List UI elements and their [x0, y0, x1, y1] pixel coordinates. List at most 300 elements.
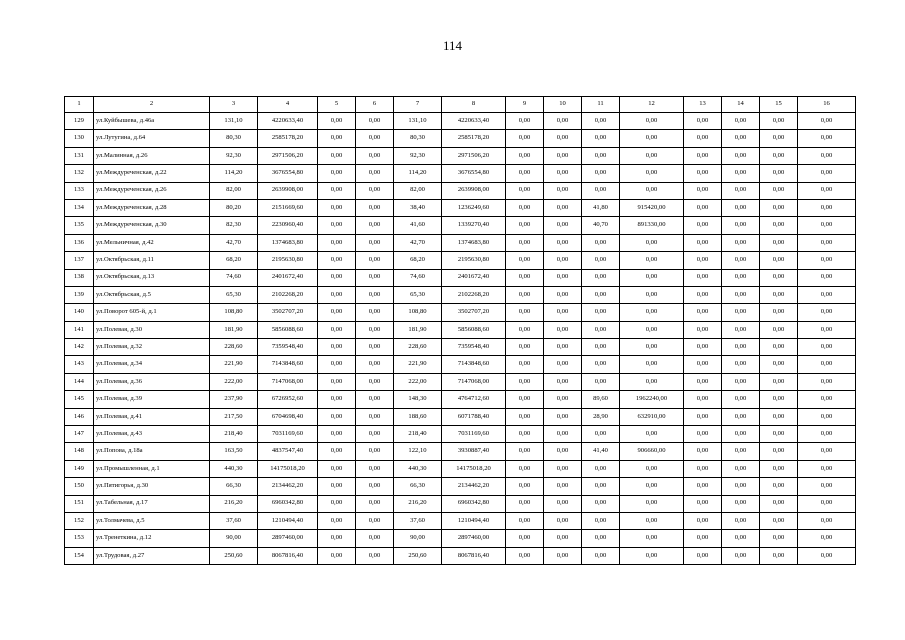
- value-cell: 0,00: [356, 217, 394, 234]
- table-row: [65, 426, 856, 443]
- value-cell: 0,00: [544, 478, 582, 495]
- value-cell: 0,00: [684, 443, 722, 460]
- value-cell: 0,00: [356, 495, 394, 512]
- table-row: [65, 512, 856, 529]
- value-cell: 0,00: [620, 165, 684, 182]
- value-cell: 7147068,00: [258, 373, 318, 390]
- value-cell: 0,00: [722, 512, 760, 529]
- value-cell: 6726952,60: [258, 391, 318, 408]
- row-number-cell: 139: [65, 286, 94, 303]
- value-cell: 0,00: [760, 391, 798, 408]
- value-cell: 0,00: [506, 234, 544, 251]
- table-row: [65, 147, 856, 164]
- value-cell: 0,00: [544, 130, 582, 147]
- value-cell: 5856088,60: [442, 321, 506, 338]
- value-cell: 0,00: [506, 199, 544, 216]
- value-cell: 2151669,60: [258, 199, 318, 216]
- table-header-row: [65, 97, 856, 113]
- value-cell: 1962240,00: [620, 391, 684, 408]
- value-cell: 66,30: [210, 478, 258, 495]
- value-cell: 0,00: [760, 130, 798, 147]
- value-cell: 0,00: [544, 443, 582, 460]
- value-cell: 0,00: [798, 165, 856, 182]
- value-cell: 0,00: [722, 478, 760, 495]
- value-cell: 0,00: [544, 495, 582, 512]
- address-cell: ул.Междуреченская, д.22: [94, 165, 210, 182]
- value-cell: 2401672,40: [442, 269, 506, 286]
- value-cell: 0,00: [722, 547, 760, 564]
- value-cell: 0,00: [356, 304, 394, 321]
- value-cell: 0,00: [722, 321, 760, 338]
- value-cell: 0,00: [544, 113, 582, 130]
- value-cell: 0,00: [544, 147, 582, 164]
- value-cell: 0,00: [318, 391, 356, 408]
- value-cell: 0,00: [798, 356, 856, 373]
- value-cell: 0,00: [722, 495, 760, 512]
- value-cell: 0,00: [506, 165, 544, 182]
- value-cell: 0,00: [620, 252, 684, 269]
- value-cell: 7147068,00: [442, 373, 506, 390]
- value-cell: 0,00: [684, 356, 722, 373]
- value-cell: 0,00: [798, 113, 856, 130]
- value-cell: 0,00: [684, 512, 722, 529]
- value-cell: 0,00: [798, 460, 856, 477]
- value-cell: 0,00: [318, 165, 356, 182]
- value-cell: 0,00: [544, 321, 582, 338]
- value-cell: 2971506,20: [442, 147, 506, 164]
- table-row: [65, 478, 856, 495]
- value-cell: 0,00: [760, 165, 798, 182]
- value-cell: 0,00: [722, 165, 760, 182]
- column-header: 2: [94, 97, 210, 113]
- value-cell: 0,00: [760, 512, 798, 529]
- value-cell: 0,00: [760, 113, 798, 130]
- value-cell: 0,00: [684, 234, 722, 251]
- row-number-cell: 129: [65, 113, 94, 130]
- value-cell: 0,00: [620, 478, 684, 495]
- value-cell: 0,00: [356, 286, 394, 303]
- table-row: [65, 286, 856, 303]
- value-cell: 0,00: [318, 286, 356, 303]
- value-cell: 7143848,60: [258, 356, 318, 373]
- value-cell: 1236249,60: [442, 199, 506, 216]
- value-cell: 0,00: [544, 547, 582, 564]
- value-cell: 2585178,20: [442, 130, 506, 147]
- value-cell: 0,00: [722, 426, 760, 443]
- value-cell: 42,70: [210, 234, 258, 251]
- value-cell: 2195630,80: [258, 252, 318, 269]
- value-cell: 1210494,40: [258, 512, 318, 529]
- value-cell: 0,00: [722, 252, 760, 269]
- value-cell: 0,00: [684, 321, 722, 338]
- row-number-cell: 144: [65, 373, 94, 390]
- value-cell: 0,00: [356, 356, 394, 373]
- address-cell: ул.Трудовая, д.27: [94, 547, 210, 564]
- value-cell: 0,00: [684, 530, 722, 547]
- value-cell: 0,00: [798, 252, 856, 269]
- row-number-cell: 142: [65, 339, 94, 356]
- value-cell: 0,00: [798, 286, 856, 303]
- value-cell: 0,00: [722, 373, 760, 390]
- value-cell: 89,60: [582, 391, 620, 408]
- value-cell: 0,00: [506, 547, 544, 564]
- value-cell: 0,00: [506, 391, 544, 408]
- value-cell: 0,00: [722, 130, 760, 147]
- value-cell: 42,70: [394, 234, 442, 251]
- value-cell: 7359548,40: [442, 339, 506, 356]
- value-cell: 0,00: [722, 182, 760, 199]
- value-cell: 0,00: [684, 147, 722, 164]
- value-cell: 216,20: [210, 495, 258, 512]
- column-header: 5: [318, 97, 356, 113]
- value-cell: 0,00: [620, 530, 684, 547]
- value-cell: 0,00: [318, 460, 356, 477]
- table-row: [65, 373, 856, 390]
- value-cell: 2230960,40: [258, 217, 318, 234]
- value-cell: 0,00: [760, 495, 798, 512]
- value-cell: 0,00: [356, 478, 394, 495]
- address-cell: ул.Междуреченская, д.30: [94, 217, 210, 234]
- value-cell: 0,00: [760, 217, 798, 234]
- value-cell: 0,00: [544, 199, 582, 216]
- value-cell: 0,00: [722, 269, 760, 286]
- table-row: [65, 495, 856, 512]
- value-cell: 0,00: [506, 495, 544, 512]
- column-header: 14: [722, 97, 760, 113]
- value-cell: 0,00: [798, 478, 856, 495]
- value-cell: 74,60: [394, 269, 442, 286]
- column-header: 11: [582, 97, 620, 113]
- row-number-cell: 138: [65, 269, 94, 286]
- row-number-cell: 133: [65, 182, 94, 199]
- value-cell: 3502707,20: [258, 304, 318, 321]
- address-cell: ул.Лутугина, д.64: [94, 130, 210, 147]
- value-cell: 0,00: [620, 460, 684, 477]
- value-cell: 0,00: [318, 269, 356, 286]
- value-cell: 108,80: [210, 304, 258, 321]
- value-cell: 0,00: [722, 339, 760, 356]
- row-number-cell: 134: [65, 199, 94, 216]
- value-cell: 0,00: [506, 460, 544, 477]
- value-cell: 3676554,80: [258, 165, 318, 182]
- value-cell: 222,00: [394, 373, 442, 390]
- table-row: [65, 130, 856, 147]
- value-cell: 0,00: [318, 304, 356, 321]
- column-header: 8: [442, 97, 506, 113]
- value-cell: 0,00: [506, 269, 544, 286]
- value-cell: 0,00: [544, 269, 582, 286]
- value-cell: 0,00: [760, 530, 798, 547]
- value-cell: 2897460,00: [442, 530, 506, 547]
- value-cell: 37,60: [394, 512, 442, 529]
- value-cell: 0,00: [582, 252, 620, 269]
- value-cell: 6960342,80: [258, 495, 318, 512]
- value-cell: 0,00: [722, 113, 760, 130]
- value-cell: 0,00: [506, 321, 544, 338]
- value-cell: 66,30: [394, 478, 442, 495]
- value-cell: 1374683,80: [442, 234, 506, 251]
- value-cell: 163,50: [210, 443, 258, 460]
- value-cell: 0,00: [620, 356, 684, 373]
- value-cell: 891330,00: [620, 217, 684, 234]
- value-cell: 218,40: [210, 426, 258, 443]
- value-cell: 0,00: [356, 130, 394, 147]
- address-cell: ул.Междуреченская, д.26: [94, 182, 210, 199]
- value-cell: 0,00: [760, 304, 798, 321]
- value-cell: 0,00: [582, 530, 620, 547]
- value-cell: 0,00: [760, 147, 798, 164]
- value-cell: 0,00: [620, 304, 684, 321]
- value-cell: 0,00: [582, 356, 620, 373]
- column-header: 16: [798, 97, 856, 113]
- value-cell: 0,00: [760, 426, 798, 443]
- value-cell: 2102268,20: [442, 286, 506, 303]
- value-cell: 0,00: [684, 460, 722, 477]
- value-cell: 906660,00: [620, 443, 684, 460]
- value-cell: 181,90: [210, 321, 258, 338]
- value-cell: 0,00: [620, 269, 684, 286]
- value-cell: 0,00: [356, 391, 394, 408]
- value-cell: 90,00: [394, 530, 442, 547]
- address-cell: ул.Полевая, д.34: [94, 356, 210, 373]
- value-cell: 0,00: [620, 147, 684, 164]
- value-cell: 0,00: [684, 408, 722, 425]
- value-cell: 0,00: [318, 356, 356, 373]
- column-header: 3: [210, 97, 258, 113]
- value-cell: 0,00: [506, 530, 544, 547]
- value-cell: 0,00: [684, 339, 722, 356]
- value-cell: 37,60: [210, 512, 258, 529]
- value-cell: 1339270,40: [442, 217, 506, 234]
- value-cell: 0,00: [760, 408, 798, 425]
- value-cell: 0,00: [760, 234, 798, 251]
- value-cell: 0,00: [356, 199, 394, 216]
- value-cell: 0,00: [684, 130, 722, 147]
- value-cell: 0,00: [760, 339, 798, 356]
- value-cell: 0,00: [506, 373, 544, 390]
- row-number-cell: 140: [65, 304, 94, 321]
- value-cell: 0,00: [722, 408, 760, 425]
- value-cell: 0,00: [620, 495, 684, 512]
- value-cell: 7031169,60: [258, 426, 318, 443]
- value-cell: 0,00: [582, 130, 620, 147]
- row-number-cell: 131: [65, 147, 94, 164]
- address-cell: ул.Междуреченская, д.28: [94, 199, 210, 216]
- value-cell: 2971506,20: [258, 147, 318, 164]
- value-cell: 0,00: [722, 391, 760, 408]
- address-cell: ул.Полевая, д.32: [94, 339, 210, 356]
- data-table: [64, 96, 856, 565]
- table-row: [65, 252, 856, 269]
- value-cell: 6960342,80: [442, 495, 506, 512]
- table-row: [65, 217, 856, 234]
- address-cell: ул.Полевая, д.36: [94, 373, 210, 390]
- value-cell: 0,00: [506, 113, 544, 130]
- value-cell: 8067816,40: [258, 547, 318, 564]
- value-cell: 0,00: [356, 234, 394, 251]
- value-cell: 0,00: [722, 304, 760, 321]
- row-number-cell: 151: [65, 495, 94, 512]
- value-cell: 0,00: [760, 199, 798, 216]
- value-cell: 14175018,20: [258, 460, 318, 477]
- value-cell: 0,00: [722, 530, 760, 547]
- value-cell: 0,00: [620, 321, 684, 338]
- value-cell: 0,00: [506, 512, 544, 529]
- value-cell: 0,00: [582, 512, 620, 529]
- value-cell: 0,00: [318, 495, 356, 512]
- value-cell: 0,00: [356, 373, 394, 390]
- value-cell: 0,00: [684, 113, 722, 130]
- address-cell: ул.Промышленная, д.1: [94, 460, 210, 477]
- value-cell: 0,00: [684, 304, 722, 321]
- value-cell: 0,00: [760, 269, 798, 286]
- address-cell: ул.Октябрьская, д.11: [94, 252, 210, 269]
- value-cell: 250,60: [210, 547, 258, 564]
- value-cell: 0,00: [506, 408, 544, 425]
- table-row: [65, 321, 856, 338]
- value-cell: 2639908,00: [442, 182, 506, 199]
- value-cell: 0,00: [620, 339, 684, 356]
- value-cell: 0,00: [356, 530, 394, 547]
- row-number-cell: 153: [65, 530, 94, 547]
- row-number-cell: 147: [65, 426, 94, 443]
- value-cell: 440,30: [210, 460, 258, 477]
- value-cell: 74,60: [210, 269, 258, 286]
- value-cell: 0,00: [798, 234, 856, 251]
- value-cell: 0,00: [582, 495, 620, 512]
- row-number-cell: 141: [65, 321, 94, 338]
- address-cell: ул.Толмачева, д.5: [94, 512, 210, 529]
- value-cell: 0,00: [760, 443, 798, 460]
- value-cell: 222,00: [210, 373, 258, 390]
- value-cell: 0,00: [318, 217, 356, 234]
- value-cell: 0,00: [318, 252, 356, 269]
- value-cell: 915420,00: [620, 199, 684, 216]
- value-cell: 0,00: [318, 321, 356, 338]
- column-header: 12: [620, 97, 684, 113]
- value-cell: 80,30: [394, 130, 442, 147]
- value-cell: 0,00: [506, 130, 544, 147]
- value-cell: 38,40: [394, 199, 442, 216]
- column-header: 1: [65, 97, 94, 113]
- value-cell: 0,00: [684, 217, 722, 234]
- value-cell: 0,00: [356, 460, 394, 477]
- value-cell: 0,00: [798, 182, 856, 199]
- value-cell: 0,00: [544, 530, 582, 547]
- row-number-cell: 152: [65, 512, 94, 529]
- value-cell: 0,00: [620, 234, 684, 251]
- value-cell: 632910,00: [620, 408, 684, 425]
- value-cell: 0,00: [318, 512, 356, 529]
- value-cell: 0,00: [684, 165, 722, 182]
- value-cell: 7359548,40: [258, 339, 318, 356]
- value-cell: 1210494,40: [442, 512, 506, 529]
- table-row: [65, 269, 856, 286]
- value-cell: 40,70: [582, 217, 620, 234]
- value-cell: 0,00: [356, 443, 394, 460]
- table-row: [65, 530, 856, 547]
- value-cell: 0,00: [620, 512, 684, 529]
- value-cell: 0,00: [544, 373, 582, 390]
- value-cell: 0,00: [684, 426, 722, 443]
- value-cell: 0,00: [582, 478, 620, 495]
- value-cell: 14175018,20: [442, 460, 506, 477]
- row-number-cell: 143: [65, 356, 94, 373]
- value-cell: 0,00: [798, 391, 856, 408]
- value-cell: 0,00: [620, 373, 684, 390]
- value-cell: 0,00: [506, 182, 544, 199]
- value-cell: 217,50: [210, 408, 258, 425]
- value-cell: 0,00: [318, 182, 356, 199]
- table-row: [65, 547, 856, 564]
- value-cell: 0,00: [722, 234, 760, 251]
- value-cell: 0,00: [684, 478, 722, 495]
- value-cell: 0,00: [798, 495, 856, 512]
- value-cell: 0,00: [356, 408, 394, 425]
- value-cell: 0,00: [544, 460, 582, 477]
- value-cell: 221,90: [210, 356, 258, 373]
- value-cell: 4220633,40: [442, 113, 506, 130]
- value-cell: 82,00: [210, 182, 258, 199]
- value-cell: 0,00: [798, 339, 856, 356]
- value-cell: 0,00: [582, 339, 620, 356]
- value-cell: 0,00: [760, 182, 798, 199]
- table-row: [65, 304, 856, 321]
- value-cell: 0,00: [582, 234, 620, 251]
- address-cell: ул.Полевая, д.43: [94, 426, 210, 443]
- value-cell: 0,00: [760, 478, 798, 495]
- value-cell: 0,00: [722, 443, 760, 460]
- value-cell: 0,00: [356, 113, 394, 130]
- value-cell: 0,00: [684, 182, 722, 199]
- table-row: [65, 356, 856, 373]
- value-cell: 0,00: [582, 165, 620, 182]
- value-cell: 228,60: [394, 339, 442, 356]
- table-row: [65, 460, 856, 477]
- value-cell: 0,00: [506, 426, 544, 443]
- value-cell: 1374683,80: [258, 234, 318, 251]
- value-cell: 0,00: [356, 426, 394, 443]
- value-cell: 6704698,40: [258, 408, 318, 425]
- value-cell: 0,00: [318, 443, 356, 460]
- value-cell: 2102268,20: [258, 286, 318, 303]
- value-cell: 237,90: [210, 391, 258, 408]
- value-cell: 0,00: [506, 147, 544, 164]
- address-cell: ул.Полевая, д.39: [94, 391, 210, 408]
- value-cell: 0,00: [544, 339, 582, 356]
- column-header: 4: [258, 97, 318, 113]
- table-body: [65, 97, 856, 565]
- address-cell: ул.Куйбышева, д.46а: [94, 113, 210, 130]
- address-cell: ул.Попова, д.18а: [94, 443, 210, 460]
- value-cell: 28,90: [582, 408, 620, 425]
- value-cell: 2195630,80: [442, 252, 506, 269]
- value-cell: 0,00: [798, 217, 856, 234]
- value-cell: 0,00: [318, 547, 356, 564]
- value-cell: 250,60: [394, 547, 442, 564]
- value-cell: 218,40: [394, 426, 442, 443]
- value-cell: 68,20: [210, 252, 258, 269]
- value-cell: 92,30: [210, 147, 258, 164]
- row-number-cell: 136: [65, 234, 94, 251]
- value-cell: 0,00: [798, 130, 856, 147]
- value-cell: 0,00: [356, 339, 394, 356]
- table-row: [65, 339, 856, 356]
- value-cell: 0,00: [722, 217, 760, 234]
- value-cell: 0,00: [506, 304, 544, 321]
- value-cell: 5856088,60: [258, 321, 318, 338]
- table-row: [65, 113, 856, 130]
